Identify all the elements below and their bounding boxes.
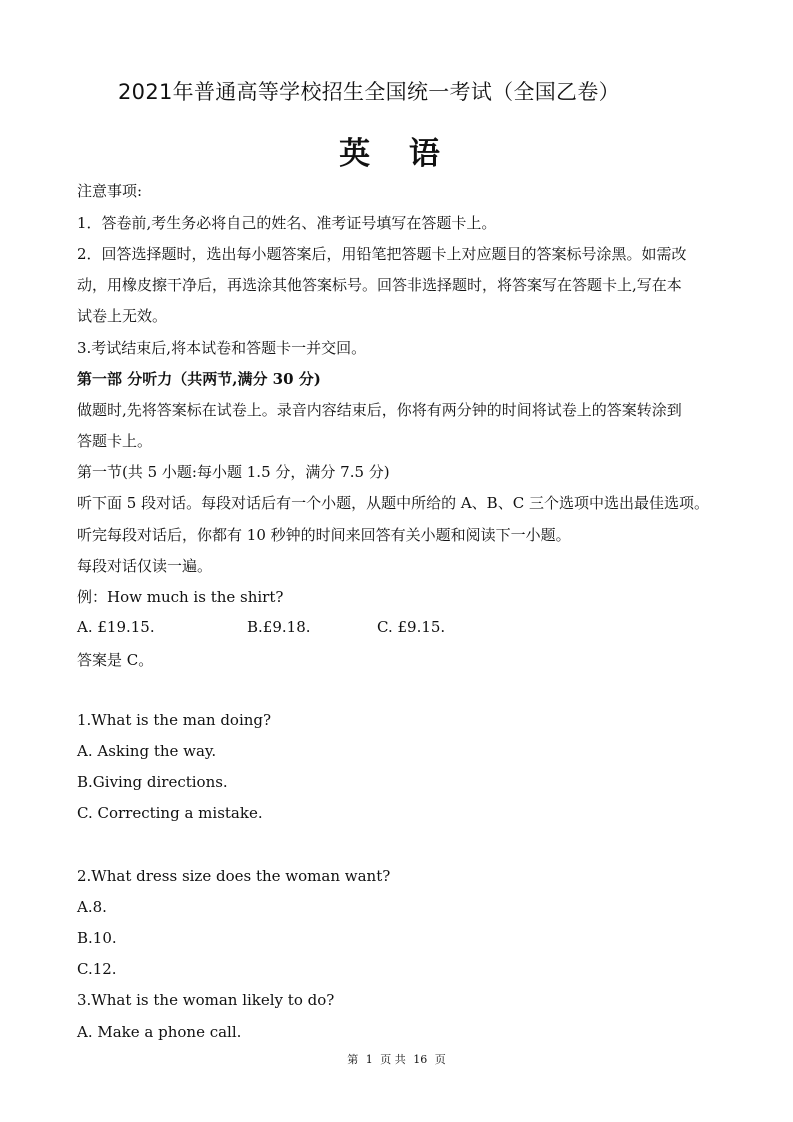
notice-item-2-line-1: 2．回答选择题时，选出每小题答案后，用铅笔把答题卡上对应题目的答案标号涂黑。如需改 [77, 245, 687, 263]
question-1-option-c: C. Correcting a mistake. [77, 804, 263, 822]
exam-title: 2021年普通高等学校招生全国统一考试（全国乙卷） [118, 80, 620, 104]
question-3: 3.What is the woman likely to do? [77, 991, 335, 1009]
example-option-c: C. £9.15. [377, 618, 446, 636]
question-3-option-a: A. Make a phone call. [77, 1023, 242, 1041]
page-footer [0, 1051, 793, 1067]
section1-instruction-line-3: 每段对话仅读一遍。 [77, 557, 213, 575]
example-option-a: A. £19.15. [77, 618, 155, 636]
part1-heading: 第一部 分听力（共两节,满分 30 分) [77, 370, 321, 388]
notice-item-2-line-2: 动，用橡皮擦干净后，再选涂其他答案标号。回答非选择题时，将答案写在答题卡上,写在本 [77, 276, 682, 294]
section1-instruction-line-1: 听下面 5 段对话。每段对话后有一个小题，从题中所给的 A、B、C 三个选项中选出最佳选项。 [77, 494, 709, 512]
footer-suffix: 页 [434, 1053, 446, 1066]
question-2-option-b: B.10. [77, 929, 117, 947]
part1-intro-line-2: 答题卡上。 [77, 432, 153, 450]
question-2-option-c: C.12. [77, 960, 117, 978]
example-question: 例：How much is the shirt? [77, 588, 284, 606]
example-answer: 答案是 C。 [77, 651, 154, 669]
footer-middle: 页 共 [380, 1053, 406, 1066]
part1-intro-line-1: 做题时,先将答案标在试卷上。录音内容结束后，你将有两分钟的时间将试卷上的答案转涂到 [77, 401, 682, 419]
section1-heading: 第一节(共 5 小题:每小题 1.5 分，满分 7.5 分) [77, 463, 390, 481]
footer-prefix: 第 [347, 1053, 359, 1066]
question-2: 2.What dress size does the woman want? [77, 867, 391, 885]
footer-page-number: 1 [365, 1053, 373, 1066]
footer-total-pages: 16 [413, 1053, 428, 1066]
section1-instruction-line-2: 听完每段对话后，你都有 10 秒钟的时间来回答有关小题和阅读下一小题。 [77, 526, 571, 544]
question-2-option-a: A.8. [77, 898, 107, 916]
question-1-option-b: B.Giving directions. [77, 773, 228, 791]
subject-title: 英 语 [339, 136, 454, 172]
example-option-b: B.£9.18. [247, 618, 311, 636]
question-1-option-a: A. Asking the way. [77, 742, 217, 760]
question-1: 1.What is the man doing? [77, 711, 272, 729]
notice-heading: 注意事项: [77, 182, 143, 200]
notice-item-3: 3.考试结束后,将本试卷和答题卡一并交回。 [77, 339, 367, 357]
notice-item-2-line-3: 试卷上无效。 [77, 307, 168, 325]
notice-item-1: 1．答卷前,考生务必将自己的姓名、准考证号填写在答题卡上。 [77, 214, 497, 232]
